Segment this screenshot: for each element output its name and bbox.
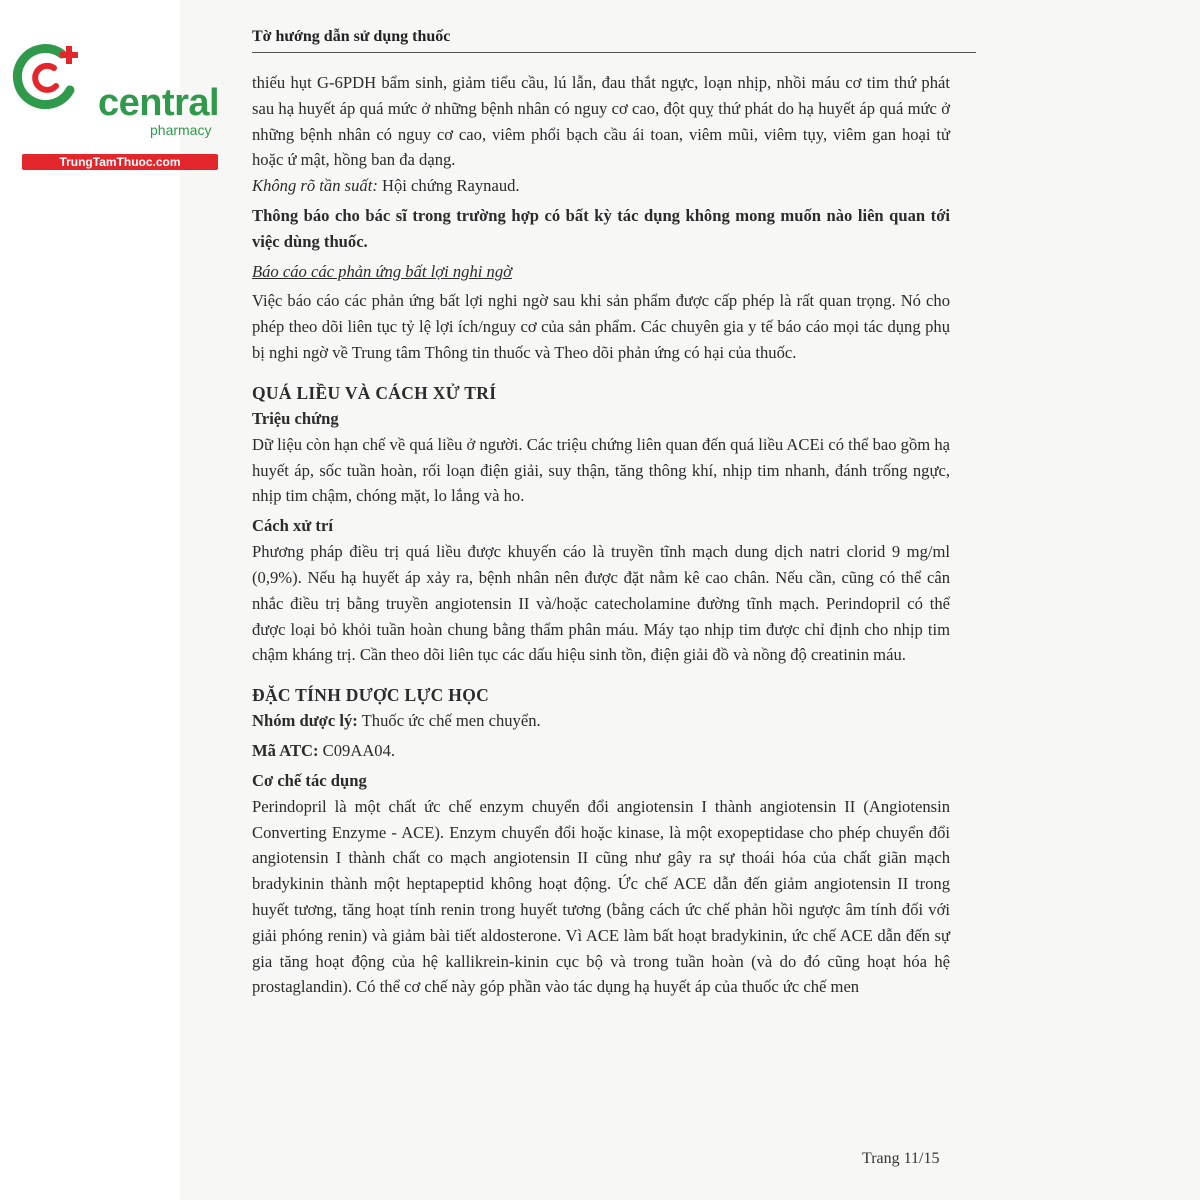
- frequency-label: Không rõ tần suất:: [252, 176, 378, 196]
- paragraph-atc-code: [252, 738, 950, 764]
- subheading-mechanism: Cơ chế tác dụng: [252, 770, 367, 790]
- header-divider: [252, 52, 976, 53]
- pharmacologic-group-text: Thuốc ức chế men chuyển.: [357, 711, 541, 731]
- page-header-title: Tờ hướng dẫn sử dụng thuốc: [252, 28, 451, 45]
- atc-code-text: C09AA04.: [318, 740, 396, 760]
- logo-brand-name: central: [98, 82, 220, 124]
- page-number: Trang 11/15: [862, 1150, 940, 1167]
- atc-code-label: Mã ATC:: [252, 740, 319, 760]
- logo-url[interactable]: TrungTamThuoc.com: [59, 155, 181, 169]
- section-overdose: QUÁ LIỀU VÀ CÁCH XỬ TRÍ: [252, 382, 497, 403]
- document-body: [252, 70, 950, 1000]
- heading-report-suspected: Báo cáo các phản ứng bất lợi nghi ngờ: [252, 261, 512, 281]
- paragraph-report-suspected: Việc báo cáo các phản ứng bất lợi nghi ngờ sau khi sản phẩm được cấp phép là rất quan trọng. Nó cho phép theo dõi liên tục tỷ lệ lợi ích/nguy cơ của sản phẩm. Các chuyên gia y tế báo cáo mọi tác dụng phụ bị nghi ngờ về Trung tâm Thông tin thuốc và Theo dõi phản ứng có hại của thuốc.: [252, 291, 950, 362]
- frequency-text: Hội chứng Raynaud.: [377, 176, 520, 196]
- section-pharmacodynamics: ĐẶC TÍNH DƯỢC LỰC HỌC: [252, 685, 490, 706]
- pharmacologic-group-label: Nhóm dược lý:: [252, 711, 358, 731]
- logo-brand-sub: pharmacy: [150, 122, 212, 138]
- paragraph-symptoms: Dữ liệu còn hạn chế về quá liều ở người. Các triệu chứng liên quan đến quá liều ACEi có thể bao gồm hạ huyết áp, sốc tuần hoàn, rối loạn điện giải, suy thận, tăng thông khí, nhịp tim nhanh, đánh trống ngực, nhịp tim chậm, chóng mặt, lo lắng và ho.: [252, 434, 950, 506]
- subheading-symptoms: Triệu chứng: [252, 408, 339, 428]
- paragraph-frequency-unknown: [252, 173, 950, 199]
- subheading-treatment: Cách xử trí: [252, 516, 333, 536]
- paragraph-adverse-effects: thiếu hụt G-6PDH bẩm sinh, giảm tiểu cầu, lú lẫn, đau thắt ngực, loạn nhịp, nhồi máu cơ tim thứ phát sau hạ huyết áp quá mức ở những bệnh nhân có nguy cơ cao, đột quỵ thứ phát do hạ huyết áp quá mức ở những bệnh nhân có nguy cơ cao, viêm phổi bạch cầu ái toan, viêm mũi, viêm tụy, viêm gan hoại tử hoặc ứ mật, hồng ban đa dạng.: [252, 73, 950, 170]
- paragraph-mechanism: Perindopril là một chất ức chế enzym chuyển đổi angiotensin I thành angiotensin II (Angiotensin Converting Enzyme - ACE). Enzym chuyển đổi hoặc kinase, là một exopeptidase cho phép chuyển đổi angiotensin I thành chất co mạch angiotensin II cũng như gây ra sự thoái hóa của chất giãn mạch bradykinin thành một heptapeptid không hoạt động. Ức chế ACE dẫn đến giảm angiotensin II trong huyết tương, tăng hoạt tính renin trong huyết tương (bằng cách ức chế phản hồi ngược âm tính đối với giải phóng renin) và giảm bài tiết aldosterone. Vì ACE làm bất hoạt bradykinin, ức chế ACE dẫn đến sự gia tăng hoạt động của hệ kallikrein-kinin cục bộ và trong tuần hoàn (và do đó cũng hoạt hóa hệ prostaglandin). Có thể cơ chế này góp phần vào tác dụng hạ huyết áp của thuốc ức chế men: [252, 796, 950, 997]
- logo-mark-icon: [10, 38, 90, 118]
- central-pharmacy-logo[interactable]: [10, 36, 220, 169]
- paragraph-pharmacologic-group: [252, 708, 950, 734]
- paragraph-notify-doctor: Thông báo cho bác sĩ trong trường hợp có bất kỳ tác dụng không mong muốn nào liên quan tới việc dùng thuốc.: [252, 205, 950, 251]
- paragraph-treatment: Phương pháp điều trị quá liều được khuyến cáo là truyền tĩnh mạch dung dịch natri clorid 9 mg/ml (0,9%). Nếu hạ huyết áp xảy ra, bệnh nhân nên được đặt nằm kê cao chân. Nếu cần, cũng có thể cân nhắc điều trị bằng truyền angiotensin II và/hoặc catecholamine đường tĩnh mạch. Perindopril có thể được loại bỏ khỏi tuần hoàn chung bằng thẩm phân máu. Máy tạo nhịp tim được chỉ định cho nhịp tim chậm kháng trị. Cần theo dõi liên tục các dấu hiệu sinh tồn, điện giải đồ và nồng độ creatinin máu.: [252, 542, 950, 665]
